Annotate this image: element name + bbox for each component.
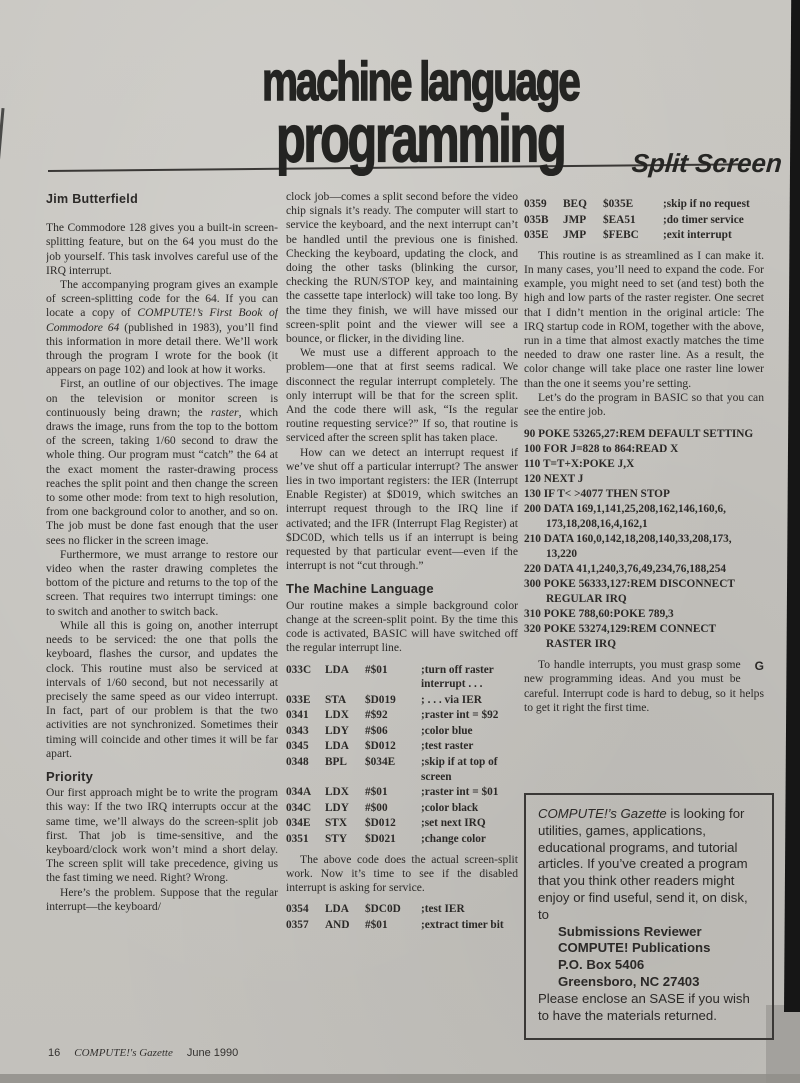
- code-operand: #$92: [365, 709, 388, 722]
- submissions-city: Greensboro, NC 27403: [558, 973, 700, 989]
- column-1: [46, 192, 278, 1037]
- code-operand: $FEBC: [603, 229, 639, 242]
- basic-line: 100 FOR J=828 to 864:READ X: [524, 443, 679, 456]
- assembly-line: [286, 801, 518, 816]
- code-address: 034C: [286, 801, 312, 814]
- code-operand: $DC0D: [365, 903, 401, 916]
- submissions-pobox: P.O. Box 5406: [558, 957, 645, 973]
- code-opcode: STA: [325, 693, 347, 706]
- paragraph: [46, 377, 278, 547]
- code-address: 034E: [286, 817, 311, 830]
- code-comment: ;test raster: [421, 740, 474, 753]
- book-title: COMPUTE!’s First Book of Commodore 64: [46, 306, 278, 334]
- section-heading-priority: Priority: [46, 768, 94, 784]
- magazine-name: COMPUTE!’s Gazette: [538, 806, 667, 821]
- code-comment: ;extract timer bit: [421, 918, 504, 931]
- code-address: 0348: [286, 756, 309, 769]
- paragraph: Our routine makes a simple background color change at the screen-split point. By the time this code is activated, BASIC will have switched off the regular interrupt line.: [286, 598, 518, 655]
- basic-line: 120 NEXT J: [524, 473, 584, 486]
- assembly-line: [286, 785, 518, 800]
- code-opcode: AND: [325, 918, 350, 931]
- assembly-line: [286, 708, 518, 723]
- basic-line: 130 IF T< >4077 THEN STOP: [524, 488, 670, 501]
- term-raster: raster: [210, 405, 239, 419]
- box-text: is looking for utilities, games, applications, educational programs, and tutorial articles. If you’ve created a program that you think other readers might enjoy or find useful, send it, on disk, to: [538, 806, 748, 922]
- code-opcode: STY: [325, 833, 347, 846]
- paragraph-text: (published in 1983), you’ll find this information in more detail there. We’ll work through the program I wrote for the book (it appears on page 102) and look at how it works.: [46, 320, 278, 377]
- code-opcode: BEQ: [563, 198, 587, 210]
- code-operand: $D012: [365, 740, 396, 753]
- code-address: 035B: [524, 213, 549, 226]
- code-operand: $D012: [365, 817, 396, 830]
- assembly-listing-3: [524, 197, 764, 243]
- code-opcode: STX: [325, 817, 347, 830]
- submissions-publisher: COMPUTE! Publications: [558, 940, 711, 956]
- basic-line: 200 DATA 169,1,141,25,208,162,146,160,6, 173,18,208,16,4,162,1: [524, 503, 726, 531]
- basic-listing: [524, 427, 764, 652]
- assembly-line: [286, 832, 518, 847]
- scan-bottom-shadow: [0, 1074, 800, 1083]
- code-comment: ;skip if at top of screen: [421, 756, 498, 783]
- assembly-line: [286, 693, 518, 708]
- paragraph: This routine is as streamlined as I can make it. In many cases, you’ll need to expand the code. For example, you might need to set (and test) both the high and low parts of the raster register. One secret that I didn’t mention in the original article: The IRQ startup code in ROM, together with the above, run in a time that almost exactly matches the time needed to draw one raster line. As a result, the color change will take place one raster line lower than the one it seems you’re setting.: [524, 248, 764, 390]
- paragraph: The Commodore 128 gives you a built-in screen-splitting feature, but on the 64 you must do the job yourself. This task involves careful use of the IRQ interrupt.: [46, 221, 278, 277]
- code-opcode: LDY: [325, 724, 349, 737]
- code-address: 034A: [286, 786, 312, 799]
- code-comment: ;change color: [421, 833, 486, 846]
- code-comment: ;color black: [421, 801, 479, 814]
- code-opcode: LDA: [325, 663, 349, 676]
- code-operand: #$01: [365, 663, 388, 676]
- code-comment: ;do timer service: [663, 213, 744, 226]
- paragraph-text: First, an outline of our objectives. The image on the television or monitor screen is continuously being drawn; the: [46, 377, 278, 419]
- code-opcode: LDX: [325, 786, 349, 799]
- section-heading-machine-language: The Machine Language: [286, 581, 434, 597]
- article-subtitle: Split Screen: [630, 148, 784, 178]
- code-comment: ; . . . via IER: [421, 693, 482, 706]
- assembly-line: [286, 816, 518, 831]
- code-comment: ;raster int = $92: [421, 709, 499, 722]
- basic-line: 110 T=T+X:POKE J,X: [524, 458, 635, 471]
- basic-line: 220 DATA 41,1,240,3,76,49,234,76,188,254: [524, 563, 726, 576]
- column-2: [286, 190, 518, 1070]
- assembly-line: [286, 755, 518, 784]
- code-comment: ;raster int = $01: [421, 786, 499, 799]
- submissions-box: [524, 793, 774, 1040]
- code-address: 0354: [286, 903, 309, 916]
- assembly-line: [524, 197, 764, 212]
- code-comment: ;skip if no request: [663, 198, 750, 210]
- paragraph-text: The accompanying program gives an example of screen-splitting code for the 64. If you can locate a copy of: [46, 278, 278, 320]
- byline: Jim Butterfield: [46, 192, 139, 206]
- basic-line: 300 POKE 56333,127:REM DISCONNECT REGULAR IRQ: [524, 578, 735, 606]
- paragraph: We must use a different approach to the problem—one that at first seems radical. We disconnect the regular interrupt completely. The only interrupt will be that for the screen split. And the code there will ask, “Is the regular routine requesting service?” If so, that routine is serviced after the screen split has taken place.: [286, 346, 518, 445]
- code-address: 0341: [286, 709, 309, 722]
- basic-line: 210 DATA 160,0,142,18,208,140,33,208,173, 13,220: [524, 533, 732, 561]
- code-operand: #$00: [365, 801, 388, 814]
- code-operand: $D019: [365, 693, 396, 706]
- page-number: 16: [48, 1047, 61, 1059]
- code-opcode: LDY: [325, 801, 349, 814]
- code-comment: ;color blue: [421, 724, 473, 737]
- basic-line: 90 POKE 53265,27:REM DEFAULT SETTING: [524, 428, 754, 441]
- paragraph: Furthermore, we must arrange to restore our video when the raster drawing completes the bottom of the picture and returns to the top of the screen. That requires two interrupt timings: one to switch and another to switch back.: [46, 547, 278, 618]
- column-title-line2: programming: [276, 101, 565, 176]
- paragraph: How can we detect an interrupt request if we’ve shut off a particular interrupt? The answer lies in two important registers: the IER (Interrupt Enable Register) at $D019, which switches an interrupt request through to the IRQ line if activated; and the IFR (Interrupt Flag Register) at $DC0D, which tells us if an interrupt is being requested by that particular event—even if the interrupt is not “cut through.”: [286, 445, 518, 573]
- paragraph: clock job—comes a split second before the video chip signals it’s ready. The computer will start to service the keyboard, and the next interrupt can’t be handled until the previous one is finished. Checking the keyboard, updating the clock, and doing the other tasks (blinking the cursor, checking the RUN/STOP key, and maintaining the cassette tape interlock) will take too long. By the time they finish, we will have missed our screen-split point and the viewer will see a bounce, or flicker, in the dividing line.: [286, 190, 518, 346]
- code-address: 035E: [524, 229, 549, 242]
- paragraph: [46, 278, 278, 377]
- assembly-line: [524, 228, 764, 243]
- scan-left-sliver: [0, 108, 5, 166]
- code-address: 0343: [286, 724, 309, 737]
- closing-paragraph: [524, 658, 764, 715]
- code-opcode: BPL: [325, 756, 347, 769]
- code-operand: $EA51: [603, 213, 636, 226]
- code-comment: ;exit interrupt: [663, 229, 732, 242]
- assembly-line: [286, 663, 518, 692]
- assembly-line: [286, 739, 518, 754]
- code-opcode: JMP: [563, 229, 587, 242]
- assembly-line: [524, 213, 764, 228]
- code-comment: ;set next IRQ: [421, 817, 486, 830]
- code-opcode: JMP: [563, 213, 587, 226]
- code-opcode: LDA: [325, 740, 349, 753]
- code-comment: ;turn off raster interrupt . . .: [421, 663, 494, 691]
- paragraph-text: , which draws the image, runs from the top to the bottom of the screen, taking 1/60 second to draw the whole thing. Our program must “catch” the 64 at the exact moment the raster-drawing process reaches the split point and then change the screen to some other mode: from text to high resolution, from one background color to another, and so on. The job must be done fast enough that the user sees no flicker in the screen image.: [46, 405, 278, 547]
- footer-issue-date: June 1990: [186, 1047, 239, 1059]
- code-opcode: LDA: [325, 903, 349, 916]
- code-address: 033E: [286, 693, 311, 706]
- code-comment: ;test IER: [421, 903, 465, 916]
- code-address: 0359: [524, 198, 547, 210]
- paragraph: While all this is going on, another interrupt needs to be serviced: the one that polls the keyboard, flashes the cursor, and updates the clock. This routine must also be serviced at intervals of 1/60 second, but not necessarily at precisely the same speed as our video interrupt. In fact, part of our problem is that the two activities are not synchronized. Sometimes their timing will coincide and other times it will be far apart.: [46, 618, 278, 760]
- paragraph: Our first approach might be to write the program this way: If the two IRQ interrupts occur at the same time, we’ll always do the screen-split job first. That job is time-sensitive, and the keyboard/clock work won’t mind a short delay. The screen split will take precedence, giving us the fast timing we need. Right? Wrong.: [46, 786, 278, 885]
- column-title-line1: machine language: [262, 51, 579, 113]
- box-sase-note: Please enclose an SASE if you wish to have the materials returned.: [538, 990, 750, 1023]
- paragraph-text: To handle interrupts, you must grasp some new programming ideas. And you must be careful. Interrupt code is hard to debug, so it helps to get it right the first time.: [524, 658, 764, 714]
- code-address: 0345: [286, 740, 309, 753]
- code-address: 0357: [286, 918, 309, 931]
- code-operand: #$01: [365, 786, 388, 799]
- paragraph: The above code does the actual screen-split work. Now it’s time to see if the disabled interrupt is asking for service.: [286, 852, 518, 895]
- footer-magazine-name: COMPUTE!'s Gazette: [74, 1047, 173, 1059]
- code-operand: #$06: [365, 724, 388, 737]
- assembly-line: [286, 724, 518, 739]
- paragraph: Here’s the problem. Suppose that the regular interrupt—the keyboard/: [46, 885, 278, 913]
- end-of-article-mark: G: [754, 659, 764, 674]
- submissions-addressee: Submissions Reviewer: [558, 923, 702, 939]
- code-address: 033C: [286, 663, 312, 676]
- basic-line: 320 POKE 53274,129:REM CONNECT RASTER IRQ: [524, 623, 716, 651]
- assembly-listing-2: [286, 902, 518, 932]
- paragraph: Let’s do the program in BASIC so that you can see the entire job.: [524, 390, 764, 419]
- code-operand: $035E: [603, 198, 634, 210]
- assembly-listing-1: [286, 663, 518, 847]
- scan-edge-shadow: [784, 0, 800, 1012]
- code-address: 0351: [286, 833, 309, 846]
- page-footer: [48, 1047, 252, 1059]
- code-opcode: LDX: [325, 709, 349, 722]
- code-operand: $034E: [365, 756, 396, 769]
- code-operand: $D021: [365, 833, 396, 846]
- basic-line: 310 POKE 788,60:POKE 789,3: [524, 608, 674, 621]
- code-operand: #$01: [365, 918, 388, 931]
- assembly-line: [286, 918, 518, 933]
- assembly-line: [286, 902, 518, 917]
